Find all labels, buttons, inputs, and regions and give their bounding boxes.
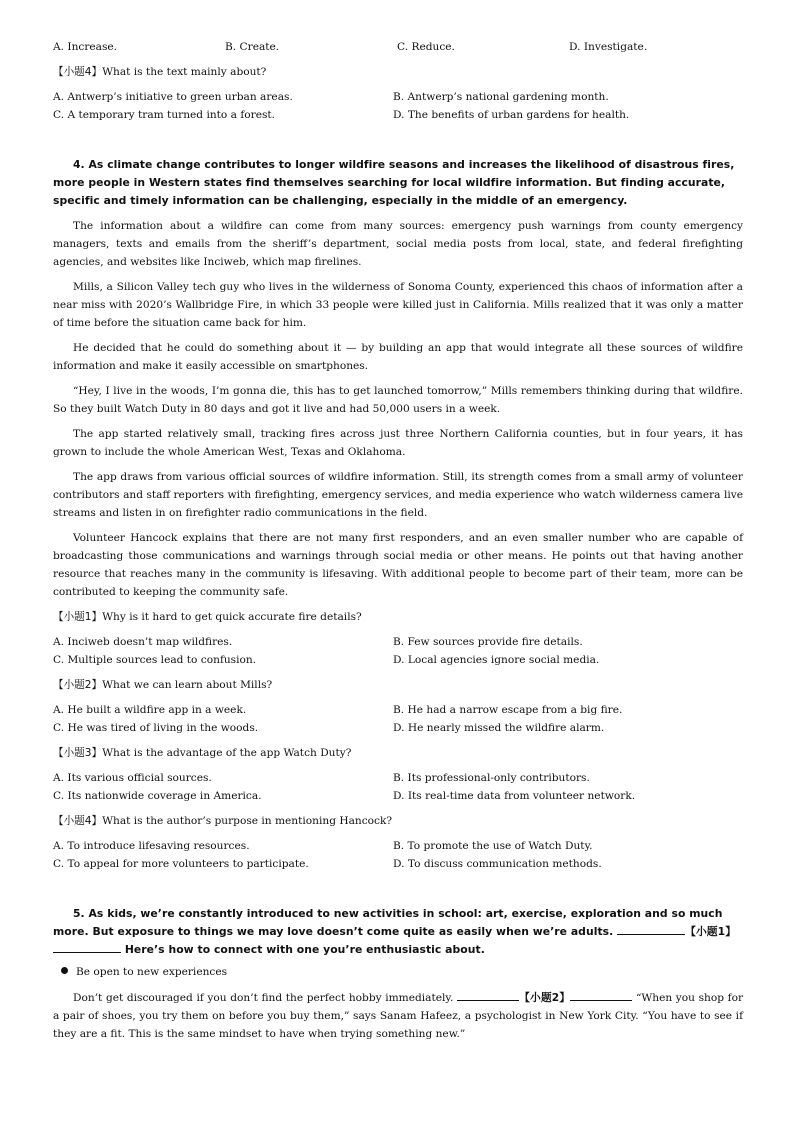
passage5-heading bbox=[53, 905, 743, 959]
question-stem bbox=[53, 608, 743, 626]
option-b: B. To promote the use of Watch Duty. bbox=[393, 840, 593, 852]
bullet-item bbox=[53, 963, 743, 981]
question-label: 【小题3】 bbox=[53, 747, 103, 759]
blank-line bbox=[570, 990, 632, 1001]
option-c: C. He was tired of living in the woods. bbox=[53, 722, 259, 734]
option-a: A. Its various official sources. bbox=[53, 772, 212, 784]
option-row bbox=[53, 787, 743, 805]
option-b: B. Its professional-only contributors. bbox=[393, 772, 590, 784]
option-row bbox=[53, 855, 743, 873]
passage4-paragraph-6: The app draws from various official sources of wildfire information. Still, its strength comes from a small army of volunteer contributors and staff reporters with firefighting, emergency services, and media experience who watch wilderness camera live streams and listen in on firefighter radio communications in the field. bbox=[53, 471, 743, 519]
question-text: What we can learn about Mills? bbox=[102, 679, 273, 691]
blank-line bbox=[617, 924, 685, 935]
question-label: 【小题2】 bbox=[53, 679, 103, 691]
question-stem bbox=[53, 63, 743, 81]
option-a: A. Increase. bbox=[53, 41, 118, 53]
question-stem bbox=[53, 812, 743, 830]
passage5-heading-text: 5. As kids, we’re constantly introduced to new activities in school: art, exercise, exploration and so much more. But exposure to things we may love doesn’t come quite as easily when we’re adults. bbox=[53, 907, 723, 938]
option-d: D. He nearly missed the wildfire alarm. bbox=[393, 722, 605, 734]
option-d: D. To discuss communication methods. bbox=[393, 858, 602, 870]
option-row bbox=[53, 769, 743, 787]
passage5-paragraph bbox=[53, 989, 743, 1043]
option-a: A. Antwerp’s initiative to green urban areas. bbox=[53, 91, 293, 103]
passage5-heading-after: Here’s how to connect with one you’re enthusiastic about. bbox=[124, 943, 485, 956]
blank-line bbox=[457, 990, 519, 1001]
option-b: B. Antwerp’s national gardening month. bbox=[393, 91, 609, 103]
passage4-paragraph-3: He decided that he could do something about it — by building an app that would integrate all these sources of wildfire information and make it easily accessible on smartphones. bbox=[53, 342, 743, 372]
option-c: C. A temporary tram turned into a forest. bbox=[53, 109, 276, 121]
option-d: D. Local agencies ignore social media. bbox=[393, 654, 600, 666]
bullet-text: Be open to new experiences bbox=[76, 966, 228, 978]
question-label: 【小题1】 bbox=[53, 611, 103, 623]
question-text: What is the text mainly about? bbox=[102, 66, 267, 78]
option-row bbox=[53, 106, 743, 124]
option-row bbox=[53, 701, 743, 719]
question-text: What is the advantage of the app Watch Duty? bbox=[102, 747, 352, 759]
option-d: D. The benefits of urban gardens for health. bbox=[393, 109, 630, 121]
option-row bbox=[53, 38, 743, 56]
option-c: C. Its nationwide coverage in America. bbox=[53, 790, 262, 802]
passage4-paragraph-5: The app started relatively small, tracking fires across just three Northern California counties, but in four years, it has grown to include the whole American West, Texas and Oklahoma. bbox=[53, 428, 743, 458]
blank-label: 【小题1】 bbox=[685, 925, 737, 938]
passage5-paragraph-after: “When you shop for a pair of shoes, you try them on before you buy them,” says Sanam Hafeez, a psychologist in New York City. “You have to see if they are a fit. This is the same mindset to have when trying something new.” bbox=[53, 992, 744, 1040]
passage4-paragraph-1: The information about a wildfire can come from many sources: emergency push warnings from county emergency managers, texts and emails from the sheriff’s department, social media posts from local, state, and federal firefighting agencies, and websites like Inciweb, which map firelines. bbox=[53, 220, 743, 268]
passage4-paragraph-2: Mills, a Silicon Valley tech guy who lives in the wilderness of Sonoma County, experienced this chaos of information after a near miss with 2020’s Wallbridge Fire, in which 33 people were killed just in California. Mills realized that it was only a matter of time before the situation came back for him. bbox=[53, 281, 743, 329]
document-page bbox=[53, 38, 743, 1050]
option-c: C. Reduce. bbox=[397, 41, 455, 53]
question-label: 【小题4】 bbox=[53, 815, 103, 827]
passage5-paragraph-text: Don’t get discouraged if you don’t find the perfect hobby immediately. bbox=[73, 992, 454, 1004]
option-row bbox=[53, 837, 743, 855]
blank-line bbox=[53, 942, 121, 953]
option-row bbox=[53, 633, 743, 651]
question-text: What is the author’s purpose in mentioning Hancock? bbox=[102, 815, 393, 827]
passage4-paragraph-7: Volunteer Hancock explains that there are not many first responders, and an even smaller number who are capable of broadcasting those communications and warnings through social media or other means. He points out that having another resource that reaches many in the community is lifesaving. With additional people to become part of their team, more can be contributed to keeping the community safe. bbox=[53, 532, 743, 598]
option-a: A. He built a wildfire app in a week. bbox=[53, 704, 247, 716]
question-stem bbox=[53, 676, 743, 694]
blank-label: 【小题2】 bbox=[518, 992, 571, 1004]
question-text: Why is it hard to get quick accurate fire details? bbox=[102, 611, 362, 623]
option-row bbox=[53, 719, 743, 737]
passage4-heading: 4. As climate change contributes to longer wildfire seasons and increases the likelihood of disastrous fires, more people in Western states find themselves searching for local wildfire information. But finding accurate, specific and timely information can be challenging, especially in the middle of an emergency. bbox=[53, 158, 735, 207]
option-c: C. Multiple sources lead to confusion. bbox=[53, 654, 257, 666]
question-label: 【小题4】 bbox=[53, 66, 103, 78]
option-b: B. Create. bbox=[225, 41, 280, 53]
option-d: D. Its real-time data from volunteer network. bbox=[393, 790, 636, 802]
passage4-paragraph-4: “Hey, I live in the woods, I’m gonna die, this has to get launched tomorrow,” Mills remembers thinking during that wildfire. So they built Watch Duty in 80 days and got it live and had 50,000 users in a week. bbox=[53, 385, 743, 415]
option-b: B. He had a narrow escape from a big fire. bbox=[393, 704, 623, 716]
option-d: D. Investigate. bbox=[569, 41, 648, 53]
bullet-icon bbox=[61, 967, 68, 974]
option-row bbox=[53, 651, 743, 669]
option-b: B. Few sources provide fire details. bbox=[393, 636, 583, 648]
option-row bbox=[53, 88, 743, 106]
option-a: A. To introduce lifesaving resources. bbox=[53, 840, 250, 852]
option-a: A. Inciweb doesn’t map wildfires. bbox=[53, 636, 233, 648]
question-stem bbox=[53, 744, 743, 762]
option-c: C. To appeal for more volunteers to participate. bbox=[53, 858, 309, 870]
